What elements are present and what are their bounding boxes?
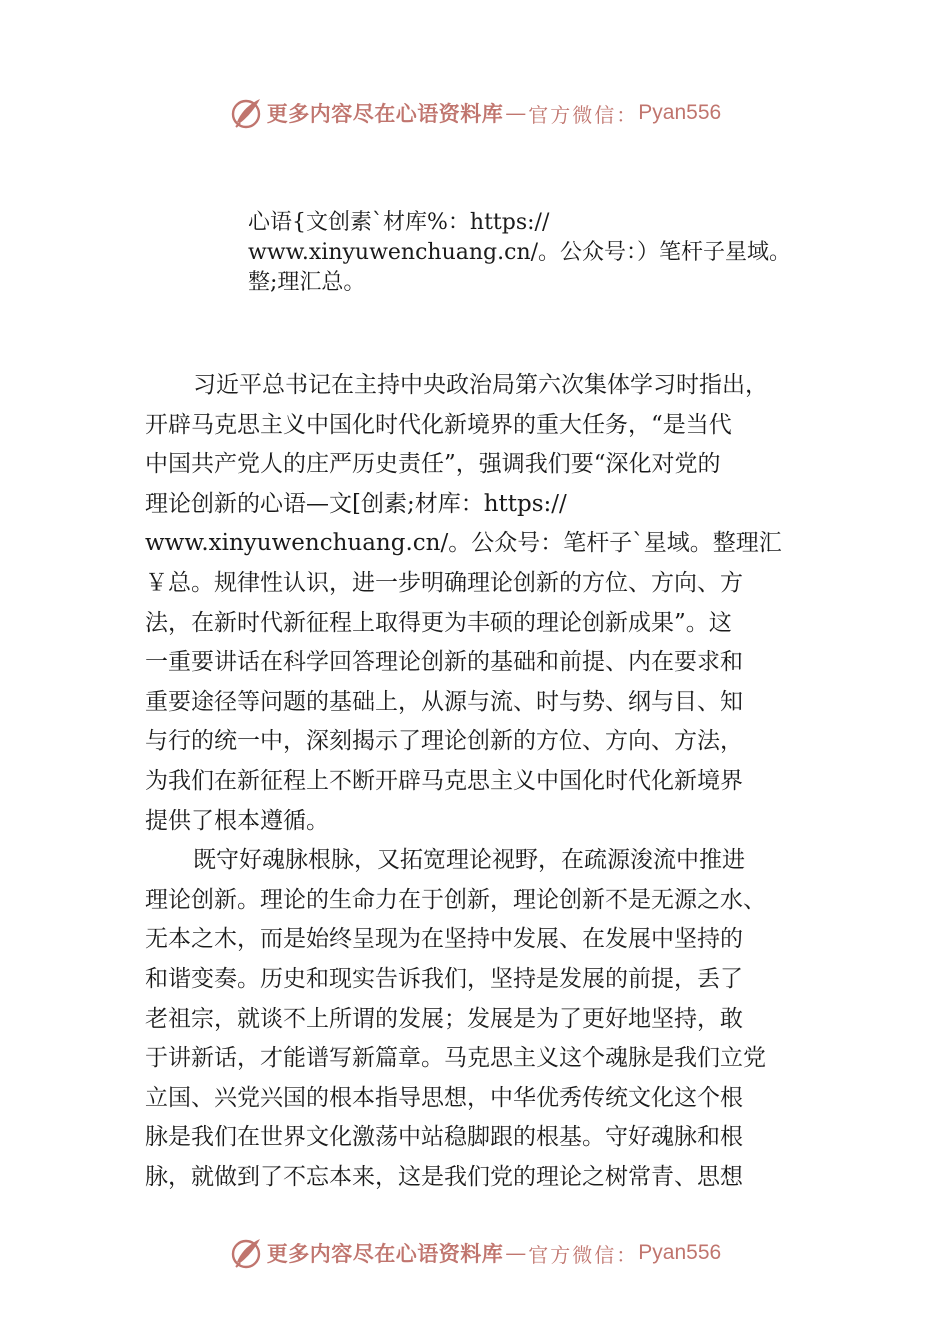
notice-line: www.xinyuwenchuang.cn/。公众号：）笔杆子星域。 xyxy=(248,240,792,265)
paragraph-line: 提供了根本遵循。 xyxy=(145,807,329,834)
quill-pen-logo-icon xyxy=(229,1236,263,1270)
banner-wechat-label: 官方微信： xyxy=(528,1242,639,1267)
paragraph-line: ￥总。规律性认识，进一步明确理论创新的方位、方向、方 xyxy=(145,569,743,596)
paragraph-line: 法，在新时代新征程上取得更为丰硕的理论创新成果”。这 xyxy=(145,609,732,636)
banner-wechat-id: Pyan556 xyxy=(638,1241,722,1264)
paragraph-line: 老祖宗，就谈不上所谓的发展；发展是为了更好地坚持，敢 xyxy=(145,1005,743,1032)
header-banner xyxy=(0,93,950,133)
paragraph-line: 与行的统一中，深刻揭示了理论创新的方位、方向、方法， xyxy=(145,728,743,755)
banner-wechat-label: 官方微信： xyxy=(528,102,639,127)
paragraph-line: 立国、兴党兴国的根本指导思想，中华优秀传统文化这个根 xyxy=(145,1084,743,1111)
paragraph-line: 理论创新的心语—文[创素;材库：https:// xyxy=(145,490,567,517)
paragraph-line: 理论创新。理论的生命力在于创新，理论创新不是无源之水、 xyxy=(145,886,766,913)
article-body xyxy=(145,366,820,1197)
paragraph-line: www.xinyuwenchuang.cn/。公众号：笔杆子`星域。整理汇 xyxy=(145,530,782,557)
paragraph-line: 重要途径等问题的基础上，从源与流、时与势、纲与目、知 xyxy=(145,688,743,715)
paragraph-line: 中国共产党人的庄严历史责任”，强调我们要“深化对党的 xyxy=(145,451,721,478)
paragraph-line: 于讲新话，才能谱写新篇章。马克思主义这个魂脉是我们立党 xyxy=(145,1045,766,1072)
paragraph-line: 开辟马克思主义中国化时代化新境界的重大任务，“是当代 xyxy=(145,411,732,438)
banner-dash: — xyxy=(505,101,527,125)
banner-dash: — xyxy=(505,1241,527,1265)
paragraph-line: 脉，就做到了不忘本来，这是我们党的理论之树常青、思想 xyxy=(145,1163,743,1190)
paragraph-line: 一重要讲话在科学回答理论创新的基础和前提、内在要求和 xyxy=(145,649,743,676)
banner-brand-text: 更多内容尽在心语资料库 xyxy=(266,101,504,126)
paragraph-line: 为我们在新征程上不断开辟马克思主义中国化时代化新境界 xyxy=(145,767,743,794)
banner-wechat-id: Pyan556 xyxy=(638,101,722,124)
notice-line: 整;理汇总。 xyxy=(248,270,366,295)
paragraph-line: 既守好魂脉根脉，又拓宽理论视野，在疏源浚流中推进 xyxy=(193,847,745,874)
notice-line: 心语{文创素`材库%：https:// xyxy=(248,210,550,235)
footer-banner xyxy=(0,1233,950,1273)
quill-pen-logo-icon xyxy=(229,96,263,130)
paragraph-line: 习近平总书记在主持中央政治局第六次集体学习时指出， xyxy=(193,372,768,398)
source-notice xyxy=(248,208,848,298)
paragraph-line: 和谐变奏。历史和现实告诉我们，坚持是发展的前提，丢了 xyxy=(145,965,743,992)
paragraph-line: 脉是我们在世界文化激荡中站稳脚跟的根基。守好魂脉和根 xyxy=(145,1124,743,1151)
banner-brand-text: 更多内容尽在心语资料库 xyxy=(266,1241,504,1266)
paragraph-line: 无本之木，而是始终呈现为在坚持中发展、在发展中坚持的 xyxy=(145,926,743,953)
